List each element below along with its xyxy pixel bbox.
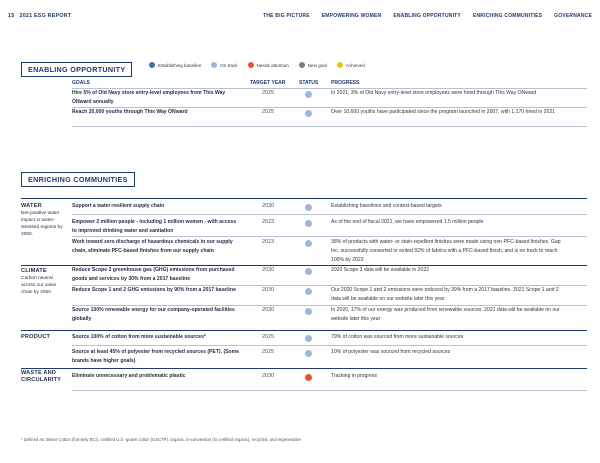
page-number: 15 2021 ESG REPORT xyxy=(8,13,72,19)
divider xyxy=(21,198,587,199)
status-dot-icon xyxy=(305,308,312,315)
goal-text: Eliminate unnecessary and problematic plastic xyxy=(72,373,186,379)
legend-establishing: Establishing baseline xyxy=(149,62,201,68)
target-year: 2025 xyxy=(262,109,275,115)
enriching-title: ENRICHING COMMUNITIES xyxy=(21,172,135,187)
nav-empowering-women[interactable]: EMPOWERING WOMEN xyxy=(321,13,382,19)
goal-text: Source 100% renewable energy for our company-operated facilities globally xyxy=(72,307,235,323)
new-goal-dot-icon xyxy=(299,62,305,68)
goal-text: Empower 2 million people - including 1 million women - with access to improved drinking water and sanitation xyxy=(72,219,237,235)
status-dot-icon xyxy=(305,204,312,211)
col-goals: GOALS xyxy=(72,80,90,86)
status-dot-icon xyxy=(305,220,312,227)
goal-text: Hire 5% of Old Navy store entry-level employees from This Way ONward annually xyxy=(72,90,226,106)
goal-text: Source 100% of cotton from more sustainable sources* xyxy=(72,334,206,340)
enabling-title: ENABLING OPPORTUNITY xyxy=(21,62,132,77)
status-legend xyxy=(149,62,365,68)
status-dot-icon xyxy=(305,240,312,247)
on-track-dot-icon xyxy=(211,62,217,68)
target-year: 2030 xyxy=(262,373,275,379)
divider xyxy=(72,236,587,237)
category-product: PRODUCT xyxy=(21,334,51,340)
goal-text: Reach 20,000 youths through This Way ONward xyxy=(72,109,188,115)
legend-on-track: On track xyxy=(211,62,237,68)
nav-enabling-opportunity[interactable]: ENABLING OPPORTUNITY xyxy=(393,13,461,19)
target-year: 2025 xyxy=(262,90,275,96)
goal-text: Source at least 45% of polyester from recycled sources (PET). (Some brands have higher goals) xyxy=(72,349,240,365)
col-target-year: TARGET YEAR xyxy=(250,80,286,86)
goal-text: Support a water-resilient supply chain xyxy=(72,203,165,209)
status-dot-icon xyxy=(305,374,312,381)
divider xyxy=(21,330,587,331)
progress-text: Our 2020 Scope 1 and 2 emissions were reduced by 39% from a 2017 baseline. 2021 Scope 1 and 2 data will be available on our website later this year xyxy=(331,287,559,303)
goal-text: Reduce Scope 3 greenhouse gas (GHG) emissions from purchased goods and services by 30% from a 2017 baseline xyxy=(72,267,235,283)
category-climate: CLIMATE Carbon neutral across our value chain by 2050 xyxy=(21,268,57,295)
target-year: 2030 xyxy=(262,203,275,209)
divider xyxy=(72,345,587,346)
progress-text: Over 10,600 youths have participated since the program launched in 2007, with 1,170 hired in 2021 xyxy=(331,109,555,115)
divider xyxy=(21,368,587,369)
establishing-dot-icon xyxy=(149,62,155,68)
progress-text: 2020 Scope 3 data will be available in 2022 xyxy=(331,267,429,273)
goal-text: Reduce Scope 1 and 2 GHG emissions by 90% from a 2017 baseline xyxy=(72,287,236,293)
top-nav xyxy=(263,13,592,19)
page-header xyxy=(0,0,600,30)
target-year: 2030 xyxy=(262,267,275,273)
category-waste: WASTE AND CIRCULARITY xyxy=(21,370,62,383)
nav-enriching-communities[interactable]: ENRICHING COMMUNITIES xyxy=(472,13,543,19)
enriching-section xyxy=(21,169,587,187)
col-status: STATUS xyxy=(299,80,319,86)
status-dot-icon xyxy=(305,268,312,275)
target-year: 2025 xyxy=(262,349,275,355)
progress-text: As of the end of fiscal 2021, we have empowered 1.5 million people xyxy=(331,219,484,225)
category-water: WATER Net-positive water impact in water-stressed regions by 2050. xyxy=(21,203,63,237)
progress-text: 10% of polyester was sourced from recycled sources xyxy=(331,349,451,355)
footnote: * Defined as: Better Cotton (formerly BCI), certified U.S.-grown cotton (USCTP), organic, in-conversion (to certified organic), recycled, and regenerative xyxy=(21,437,301,442)
achieved-dot-icon xyxy=(337,62,343,68)
divider xyxy=(72,214,587,215)
legend-needs-attention: Needs attention xyxy=(248,62,289,68)
needs-attention-dot-icon xyxy=(248,62,254,68)
status-dot-icon xyxy=(305,350,312,357)
target-year: 2023 xyxy=(262,219,275,225)
status-dot-icon xyxy=(305,288,312,295)
divider xyxy=(72,126,587,127)
target-year: 2030 xyxy=(262,307,275,313)
progress-text: In 2021, 3% of Old Navy entry-level store employees were hired through This Way ONward xyxy=(331,90,537,96)
target-year: 2030 xyxy=(262,287,275,293)
progress-text: 38% of products with water- or stain-repellent finishes were made using non-PFC-based finishes. Gap Inc. successfully converted or exited 92% of fabrics with a PFC-based finish, and is on track to reach 100% by 2023 xyxy=(331,239,561,264)
report-title: 2021 ESG REPORT xyxy=(19,13,72,19)
status-dot-icon xyxy=(305,110,312,117)
progress-text: Establishing baselines and context-based targets xyxy=(331,203,442,209)
divider xyxy=(72,390,587,391)
progress-text: Tracking in progress xyxy=(331,373,377,379)
category-note: Net-positive water impact in water-stressed regions by 2050. xyxy=(21,211,63,237)
status-dot-icon xyxy=(305,91,312,98)
col-progress: PROGRESS xyxy=(331,80,360,86)
nav-big-picture[interactable]: THE BIG PICTURE xyxy=(263,13,310,19)
progress-text: 79% of cotton was sourced from more sustainable sources xyxy=(331,334,464,340)
legend-achieved: Achieved xyxy=(337,62,365,68)
category-note: Carbon neutral across our value chain by 2050 xyxy=(21,276,57,295)
progress-text: In 2020, 17% of our energy was produced from renewable sources. 2021 data will be available on our website later this year xyxy=(331,307,560,323)
target-year: 2023 xyxy=(262,239,275,245)
nav-governance[interactable]: GOVERNANCE xyxy=(554,13,592,19)
status-dot-icon xyxy=(305,335,312,342)
target-year: 2025 xyxy=(262,334,275,340)
goal-text: Work toward zero discharge of hazardous chemicals in our supply chain, eliminate PFC-based finishes from our supply chain xyxy=(72,239,233,255)
legend-new-goal: New goal xyxy=(299,62,327,68)
